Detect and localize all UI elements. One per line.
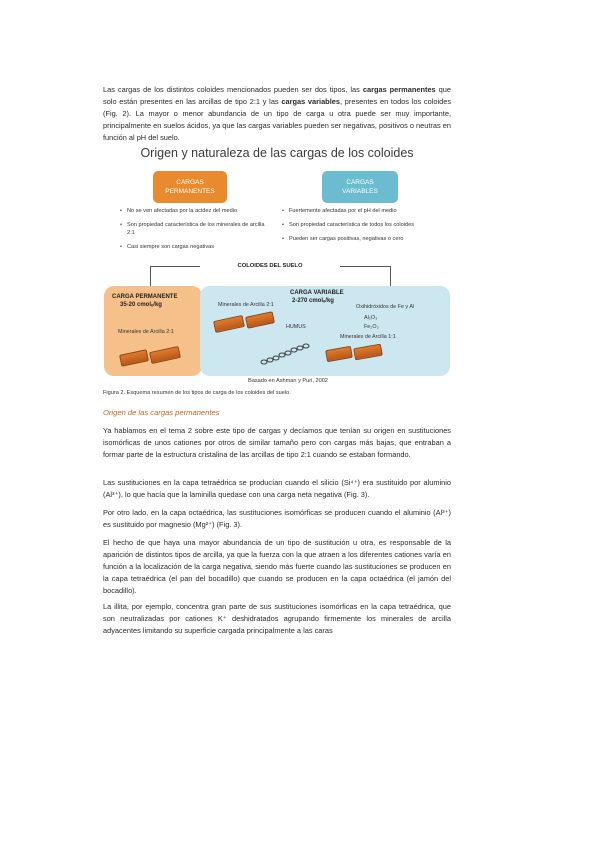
var-mineral-11-label: Minerales de Arcilla 1:1 (340, 334, 396, 340)
box-var-line2: VARIABLES (342, 188, 378, 195)
intro-text-3: , presentes en todos los coloides (Fig. 2). La mayor o menor abundancia de un tipo de carga u otra puede ser muy importante, principalmente en suelos ácidos, ya que las cargas variables pueden ser negativas, positivos o neutras en función al pH del suelo. (103, 97, 452, 142)
body-paragraph-4: El hecho de que haya una mayor abundancia de un tipo de sustitución u otra, es responsable de la aparición de distintos tipos de arcilla, ya que la fuerza con la que atraen a los diferentes cationes varía en función a la localización de la carga negativa, siendo más fuerte cuando las sustituciones se producen en la capa tetraédrica (el pan del bocadillo) que cuando se producen en la capa octaédrica (el jamón del bocadillo). (103, 538, 451, 595)
intro-text-1: Las cargas de los distintos coloides mencionados pueden ser dos tipos, las (103, 85, 363, 94)
coloides-label: COLOIDES DEL SUELO (200, 263, 340, 269)
cargas-variables-box (322, 171, 398, 203)
box-var-line1: CARGAS (346, 179, 374, 186)
var-bullet: • Fuertemente afectadas por el pH del medio (282, 207, 434, 215)
body-paragraph-2: Las sustituciones en la capa tetraédrica se producían cuando el silicio (Si⁴⁺) era sustituido por aluminio (Al³⁺), lo que hacía que la laminilla quedase con una carga neta negativa (Fig. 3). (103, 478, 451, 499)
intro-bold-variables: cargas variables (281, 97, 340, 106)
var-bullet: • Son propiedad característica de todos los coloides (282, 221, 434, 229)
intro-text-2: que solo están presentes en las arcillas de tipo 2:1 y las (103, 85, 452, 106)
var-al2o3-label: Al₂O₃ (364, 315, 378, 321)
perm-bullet: • Son propiedad característica de los minerales de arcilla 2:1 (120, 221, 272, 237)
body-paragraph-3: Por otro lado, en la capa octaédrica, las sustituciones isomórficas se producen cuando el aluminio (Al³⁺) es sustituido por magnesio (Mg²⁺) (Fig. 3). (103, 508, 451, 529)
perm-panel-mineral: Minerales de Arcilla 2:1 (118, 329, 174, 335)
var-panel-title: CARGA VARIABLE (290, 290, 344, 296)
perm-panel-value: 35-20 cmolₑ/kg (120, 302, 162, 308)
connector-right (390, 266, 391, 286)
intro-paragraph (103, 84, 451, 144)
body-paragraph-1: Ya hablamos en el tema 2 sobre este tipo de cargas y decíamos que tenían su origen en sustituciones isomórficas de unos cationes por otros de similar tamaño pero con cargas más bajas, que entraban a formar parte de la estructura cristalina de las arcillas de tipo 2:1 cuando se estaban formando. (103, 426, 451, 459)
var-bullet: • Pueden ser cargas positivas, negativas o cero (282, 235, 434, 243)
perm-bullet: • No se ven afectadas por la acidez del medio (120, 207, 272, 215)
figure-source: Basado en Ashman y Puri, 2002 (248, 378, 328, 384)
var-mineral-21-label: Minerales de Arcilla 2:1 (218, 302, 274, 308)
var-bullet-list (282, 207, 434, 249)
humus-chain-icon (258, 340, 314, 368)
var-oxides-label: Oxihidróxidos de Fe y Al (356, 304, 415, 310)
perm-bullet-list (120, 207, 272, 257)
var-fe2o3-label: Fe₂O₃ (364, 324, 379, 330)
section-title: Origen de las cargas permanentes (103, 408, 220, 417)
var-humus-label: HUMUS (286, 324, 306, 330)
intro-bold-permanentes: cargas permanentes (362, 85, 436, 94)
box-perm-line1: CARGAS (176, 179, 204, 186)
perm-panel-title: CARGA PERMANENTE (112, 294, 178, 300)
var-panel-value: 2-270 cmolₑ/kg (292, 298, 334, 304)
figure-title: Origen y naturaleza de las cargas de los coloides (140, 146, 414, 160)
box-perm-line2: PERMANENTES (165, 188, 215, 195)
body-paragraph-5: La illita, por ejemplo, concentra gran parte de sus sustituciones isomórficas en la capa tetraédrica, que son neutralizadas por cationes K⁺ deshidratados agrupando firmemente los minerales de arcilla adyacentes limitando su superficie cargada principalmente a las caras (103, 602, 451, 635)
cargas-permanentes-box (153, 171, 227, 203)
figure-caption: Figura 2. Esquema resumen de los tipos de carga de los coloides del suelo. (103, 390, 291, 396)
connector-left (150, 266, 151, 286)
perm-bullet: • Casi siempre son cargas negativas (120, 243, 272, 251)
